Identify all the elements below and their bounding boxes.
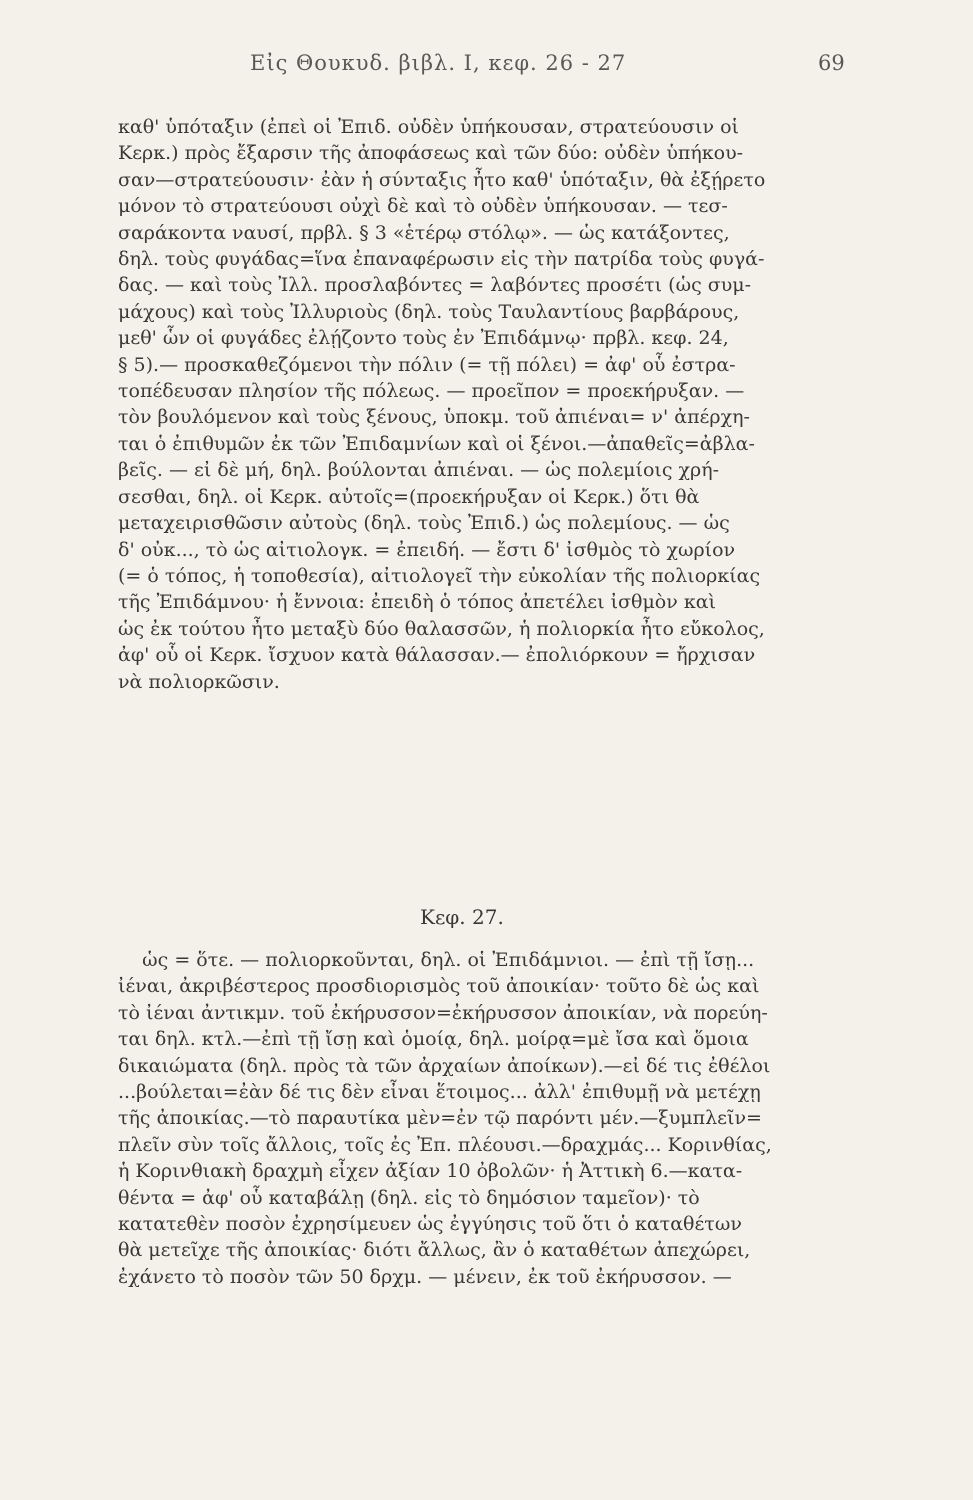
commentary-paragraph-ch27 bbox=[118, 947, 878, 1290]
text-line: τῆς Ἐπιδάμνου· ἡ ἔννοια: ἐπειδὴ ὁ τόπος ἀπετέλει ἰσθμὸν καὶ bbox=[118, 591, 716, 614]
text-line: νὰ πολιορκῶσιν. bbox=[118, 670, 280, 693]
text-line: μόνον τὸ στρατεύουσι οὐχὶ δὲ καὶ τὸ οὐδὲν ὑπήκουσαν. — τεσ- bbox=[118, 195, 728, 218]
text-line: μεταχειρισθῶσιν αὐτοὺς (δηλ. τοὺς Ἐπιδ.) ὡς πολεμίους. — ὡς bbox=[118, 512, 730, 535]
text-line: τὸν βουλόμενον καὶ τοὺς ξένους, ὑποκμ. τοῦ ἀπιέναι= ν' ἀπέρχη- bbox=[118, 406, 750, 429]
text-line: ἐχάνετο τὸ ποσὸν τῶν 50 δρχμ. — μένειν, ἐκ τοῦ ἐκήρυσσον. — bbox=[118, 1265, 732, 1288]
text-line: θέντα = ἀφ' οὗ καταβάλῃ (δηλ. εἰς τὸ δημόσιον ταμεῖον)· τὸ bbox=[118, 1186, 700, 1209]
text-line: καθ' ὑπόταξιν (ἐπεὶ οἱ Ἐπιδ. οὐδὲν ὑπήκουσαν, στρατεύουσιν οἱ bbox=[118, 116, 739, 138]
text-line: Κερκ.) πρὸς ἔξαρσιν τῆς ἀποφάσεως καὶ τῶν δύο: οὐδὲν ὑπήκου- bbox=[118, 142, 744, 165]
text-line: σαράκοντα ναυσί, πρβλ. § 3 «ἑτέρῳ στόλῳ». — ὡς κατάξοντες, bbox=[118, 221, 730, 244]
text-line: τοπέδευσαν πλησίον τῆς πόλεως. — προεῖπον = προεκήρυξαν. — bbox=[118, 380, 745, 403]
text-line: μάχους) καὶ τοὺς Ἰλλυριοὺς (δηλ. τοὺς Ταυλαντίους βαρβάρους, bbox=[118, 300, 740, 323]
text-line: μεθ' ὧν οἱ φυγάδες ἐλῄζοντο τοὺς ἐν Ἐπιδάμνῳ· πρβλ. κεφ. 24, bbox=[118, 327, 729, 350]
page-number: 69 bbox=[818, 51, 845, 75]
text-line: θὰ μετεῖχε τῆς ἀποικίας· διότι ἄλλως, ἂν ὁ καταθέτων ἀπεχώρει, bbox=[118, 1239, 751, 1262]
text-line: δηλ. τοὺς φυγάδας=ἵνα ἐπαναφέρωσιν εἰς τὴν πατρίδα τοὺς φυγά- bbox=[118, 248, 765, 271]
text-line: δας. — καὶ τοὺς Ἰλλ. προσλαβόντες = λαβόντες προσέτι (ὡς συμ- bbox=[118, 274, 752, 297]
text-line: ὡς = ὅτε. — πολιορκοῦνται, δηλ. οἱ Ἐπιδάμνιοι. — ἐπὶ τῇ ἴσῃ... bbox=[118, 949, 755, 971]
text-line: τῆς ἀποικίας.—τὸ παραυτίκα μὲν=ἐν τῷ παρόντι μέν.—ξυμπλεῖν= bbox=[118, 1107, 762, 1130]
text-line: σαν—στρατεύουσιν· ἐὰν ἡ σύνταξις ἦτο καθ' ὑπόταξιν, θὰ ἐξῄρετο bbox=[118, 168, 766, 191]
text-line: ἀφ' οὗ οἱ Κερκ. ἴσχυον κατὰ θάλασσαν.— ἐπολιόρκουν = ἤρχισαν bbox=[118, 644, 756, 667]
text-line: ἡ Κορινθιακὴ δραχμὴ εἶχεν ἀξίαν 10 ὀβολῶν· ἡ Ἀττικὴ 6.—κατα- bbox=[118, 1160, 743, 1183]
text-line: (= ὁ τόπος, ἡ τοποθεσία), αἰτιολογεῖ τὴν εὐκολίαν τῆς πολιορκίας bbox=[118, 564, 761, 587]
commentary-paragraph-ch26 bbox=[118, 114, 878, 695]
text-line: ται δηλ. κτλ.—ἐπὶ τῇ ἴσῃ καὶ ὁμοίᾳ, δηλ. μοίρᾳ=μὲ ἴσα καὶ ὅμοια bbox=[118, 1028, 749, 1051]
running-header: Εἰς Θουκυδ. βιβλ. I, κεφ. 26 - 27 bbox=[250, 51, 627, 75]
text-line: βεῖς. — εἰ δὲ μή, δηλ. βούλονται ἀπιέναι. — ὡς πολεμίοις χρή- bbox=[118, 459, 720, 482]
text-line: πλεῖν σὺν τοῖς ἄλλοις, τοῖς ἐς Ἐπ. πλέουσι.—δραχμάς... Κορινθίας, bbox=[118, 1133, 772, 1156]
text-line: § 5).— προσκαθεζόμενοι τὴν πόλιν (= τῇ πόλει) = ἀφ' οὗ ἐστρα- bbox=[118, 353, 736, 376]
text-line: ται ὁ ἐπιθυμῶν ἐκ τῶν Ἐπιδαμνίων καὶ οἱ ξένοι.—ἀπαθεῖς=ἀβλα- bbox=[118, 432, 755, 455]
text-line: τὸ ἰέναι ἀντικμν. τοῦ ἐκήρυσσον=ἐκήρυσσον ἀποικίαν, νὰ πορεύη- bbox=[118, 1001, 768, 1024]
text-line: ...βούλεται=ἐὰν δέ τις δὲν εἶναι ἕτοιμος... ἀλλ' ἐπιθυμῇ νὰ μετέχῃ bbox=[118, 1081, 761, 1104]
text-line: κατατεθὲν ποσὸν ἐχρησίμευεν ὡς ἐγγύησις τοῦ ὅτι ὁ καταθέτων bbox=[118, 1213, 742, 1236]
text-line: δ' οὐκ..., τὸ ὡς αἰτιολογκ. = ἐπειδή. — ἔστι δ' ἰσθμὸς τὸ χωρίον bbox=[118, 538, 736, 561]
text-line: σεσθαι, δηλ. οἱ Κερκ. αὐτοῖς=(προεκήρυξαν οἱ Κερκ.) ὅτι θὰ bbox=[118, 485, 700, 508]
chapter-heading: Κεφ. 27. bbox=[420, 905, 504, 929]
text-line: ὡς ἐκ τούτου ἦτο μεταξὺ δύο θαλασσῶν, ἡ πολιορκία ἦτο εὔκολος, bbox=[118, 617, 765, 640]
text-line: ἰέναι, ἀκριβέστερος προσδιορισμὸς τοῦ ἀποικίαν· τοῦτο δὲ ὡς καὶ bbox=[118, 975, 760, 998]
text-line: δικαιώματα (δηλ. πρὸς τὰ τῶν ἀρχαίων ἀποίκων).—εἰ δέ τις ἐθέλοι bbox=[118, 1054, 771, 1077]
